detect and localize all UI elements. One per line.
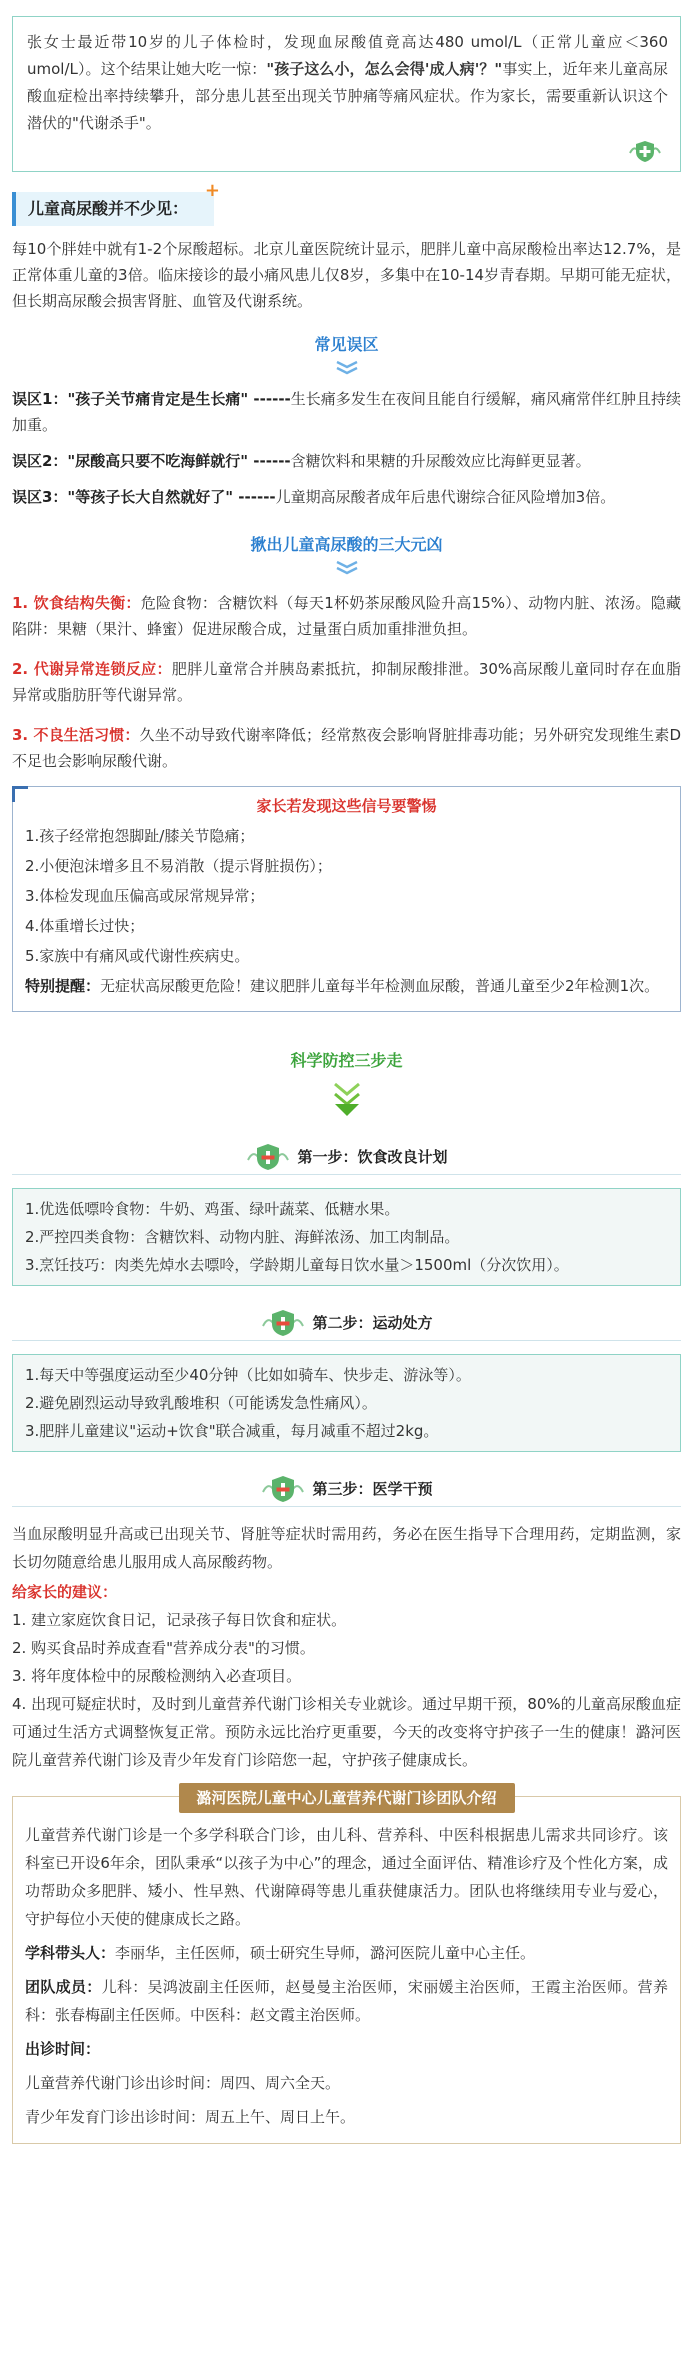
- team-box: [12, 1789, 681, 2144]
- leader-head: 学科带头人：: [25, 1944, 116, 1962]
- medical-shield-icon: [245, 1142, 291, 1172]
- section-title-prevalence: [12, 180, 221, 226]
- cause-head: 3. 不良生活习惯：: [12, 726, 140, 744]
- step1-box: [12, 1188, 681, 1286]
- cause-item-3: [12, 722, 681, 774]
- arrow-down-icon: [332, 1082, 362, 1120]
- cause-body: 肥胖儿童常合并胰岛素抵抗，抑制尿酸排泄。30%高尿酸儿童同时存在血脂异常或脂肪肝等代谢异常。: [12, 660, 682, 704]
- team-hours: [25, 2035, 668, 2063]
- step1-item: 2.严控四类食物：含糖饮料、动物内脏、海鲜浓汤、加工肉制品。: [25, 1228, 460, 1246]
- prevalence-paragraph: 每10个胖娃中就有1-2个尿酸超标。北京儿童医院统计显示，肥胖儿童中高尿酸检出率达12.7%，是正常体重儿童的3倍。临床接诊的最小痛风患儿仅8岁，多集中在10-14岁青春期。早期可能无症状，但长期高尿酸会损害肾脏、血管及代谢系统。: [12, 240, 681, 310]
- divider: [12, 1506, 681, 1507]
- step2-item: 3.肥胖儿童建议"运动+饮食"联合减重，每月减重不超过2kg。: [25, 1422, 439, 1440]
- intro-tail: 事实上，近年来儿童高尿酸血症检出率持续攀升，部分患儿甚至出现关节肿痛等痛风症状。作为家长，需要重新认识这个潜伏的"代谢杀手"。: [27, 60, 668, 132]
- myth-body: 生长痛多发生在夜间且能自行缓解，痛风痛常伴红肿且持续加重。: [12, 390, 681, 434]
- team-intro: 儿童营养代谢门诊是一个多学科联合门诊，由儿科、营养科、中医科根据患儿需求共同诊疗。该科室已开设6年余，团队秉承“以孩子为中心”的理念，通过全面评估、精准诊疗及个性化方案，成功帮助众多肥胖、矮小、性早熟、代谢障碍等患儿重获健康活力。团队也将继续用专业与爱心，守护每位小天使的健康成长之路。: [25, 1826, 668, 1928]
- myth-head: 误区3："等孩子长大自然就好了" ------: [12, 488, 276, 506]
- intro-quote: "孩子这么小，怎么会得'成人病'？": [266, 60, 503, 78]
- step2-item: 1.每天中等强度运动至少40分钟（比如如骑车、快步走、游泳等）。: [25, 1366, 471, 1384]
- warning-title: 家长若发现这些信号要警惕: [256, 797, 437, 815]
- cause-item-1: [12, 590, 681, 642]
- advice-item: 2. 购买食品时养成查看"营养成分表"的习惯。: [12, 1639, 315, 1657]
- divider: [12, 1340, 681, 1341]
- myth-body: 含糖饮料和果糖的升尿酸效应比海鲜更显著。: [290, 452, 591, 470]
- hours-item: 儿童营养代谢门诊出诊时间：周四、周六全天。: [25, 2074, 341, 2092]
- advice-item: 4. 出现可疑症状时，及时到儿童营养代谢门诊相关专业就诊。通过早期干预，80%的儿童高尿酸血症可通过生活方式调整恢复正常。预防永远比治疗更重要，今天的改变将守护孩子一生的健康！潞河医院儿童营养代谢门诊及青少年发育门诊陪您一起，守护孩子健康成长。: [12, 1695, 681, 1769]
- divider: [12, 1174, 681, 1175]
- myth-head: 误区2："尿酸高只要不吃海鲜就行" ------: [12, 452, 291, 470]
- team-leader: [25, 1939, 668, 1967]
- warning-box: [12, 786, 681, 1012]
- medical-shield-icon: [628, 139, 662, 163]
- step3-heading: [12, 1474, 681, 1508]
- prevention-title: 科学防控三步走: [290, 1051, 403, 1070]
- plus-icon: +: [204, 180, 221, 201]
- article: [0, 16, 693, 2164]
- leader-body: 李丽华，主任医师，硕士研究生导师，潞河医院儿童中心主任。: [115, 1944, 536, 1962]
- tip-body: 无症状高尿酸更危险！建议肥胖儿童每半年检测血尿酸，普通儿童至少2年检测1次。: [100, 977, 660, 995]
- step2-label: 第二步：运动处方: [312, 1314, 433, 1332]
- warning-tip: [25, 971, 668, 1001]
- step1-item: 1.优选低嘌呤食物：牛奶、鸡蛋、绿叶蔬菜、低糖水果。: [25, 1200, 400, 1218]
- step2-item: 2.避免剧烈运动导致乳酸堆积（可能诱发急性痛风）。: [25, 1394, 377, 1412]
- myth-head: 误区1："孩子关节痛肯定是生长痛" ------: [12, 390, 291, 408]
- warning-item: 1.孩子经常抱怨脚趾/膝关节隐痛；: [25, 827, 255, 845]
- cause-body: 危险食物：含糖饮料（每天1杯奶茶尿酸风险升高15%）、动物内脏、浓汤。隐藏陷阱：果糖（果汁、蜂蜜）促进尿酸合成，过量蛋白质加重排泄负担。: [12, 594, 682, 638]
- myths-title: 常见误区: [314, 335, 379, 354]
- step1-heading: [12, 1142, 681, 1176]
- intro-lead: 张女士最近带10岁的儿子体检时，发现血尿酸值竟高达480 umol/L（正常儿童应＜360 umol/L）。这个结果让她大吃一惊：: [27, 33, 668, 78]
- myth-body: 儿童期高尿酸者成年后患代谢综合征风险增加3倍。: [275, 488, 616, 506]
- cause-body: 久坐不动导致代谢率降低；经常熬夜会影响肾脏排毒功能；另外研究发现维生素D不足也会影响尿酸代谢。: [12, 726, 682, 770]
- advice-item: 3. 将年度体检中的尿酸检测纳入必查项目。: [12, 1667, 302, 1685]
- warning-item: 3.体检发现血压偏高或尿常规异常；: [25, 887, 265, 905]
- section-title-text: 儿童高尿酸并不少见：: [28, 199, 189, 218]
- hours-head: 出诊时间：: [25, 2040, 101, 2058]
- step2-box: [12, 1354, 681, 1452]
- myth-item-3: [12, 484, 681, 510]
- team-members: [25, 1973, 668, 2029]
- myths-heading: [12, 332, 681, 376]
- corner-decoration: [12, 786, 28, 802]
- warning-item: 4.体重增长过快；: [25, 917, 145, 935]
- hours-item: 青少年发育门诊出诊时间：周五上午、周日上午。: [25, 2108, 356, 2126]
- step3-text: 当血尿酸明显升高或已出现关节、肾脏等症状时需用药，务必在医生指导下合理用药，定期监测，家长切勿随意给患儿服用成人高尿酸药物。: [12, 1525, 681, 1571]
- double-chevron-down-icon: [334, 360, 360, 376]
- step1-item: 3.烹饪技巧：肉类先焯水去嘌呤，学龄期儿童每日饮水量＞1500ml（分次饮用）。: [25, 1256, 569, 1274]
- causes-heading: [12, 532, 681, 576]
- myth-item-2: [12, 448, 681, 474]
- cause-head: 2. 代谢异常连锁反应：: [12, 660, 172, 678]
- team-banner: 潞河医院儿童中心儿童营养代谢门诊团队介绍: [178, 1783, 514, 1813]
- advice-item: 1. 建立家庭饮食日记，记录孩子每日饮食和症状。: [12, 1611, 347, 1629]
- medical-shield-icon: [260, 1474, 306, 1504]
- tip-head: 特别提醒：: [25, 977, 101, 995]
- causes-title: 揪出儿童高尿酸的三大元凶: [250, 535, 443, 554]
- step3-body: [12, 1520, 681, 1774]
- cause-head: 1. 饮食结构失衡：: [12, 594, 141, 612]
- step1-label: 第一步：饮食改良计划: [297, 1148, 448, 1166]
- warning-item: 5.家族中有痛风或代谢性疾病史。: [25, 947, 250, 965]
- myth-item-1: [12, 386, 681, 438]
- advice-title: 给家长的建议：: [12, 1583, 118, 1601]
- members-body: 儿科：吴鸿波副主任医师，赵曼曼主治医师，宋丽媛主治医师，王霞主治医师。营养科：张春梅副主任医师。中医科：赵文霞主治医师。: [25, 1978, 668, 2024]
- step2-heading: [12, 1308, 681, 1342]
- warning-item: 2.小便泡沫增多且不易消散（提示肾脏损伤）；: [25, 857, 332, 875]
- medical-shield-icon: [260, 1308, 306, 1338]
- cause-item-2: [12, 656, 681, 708]
- double-chevron-down-icon: [334, 560, 360, 576]
- intro-box: [12, 16, 681, 172]
- step3-label: 第三步：医学干预: [312, 1480, 433, 1498]
- members-head: 团队成员：: [25, 1978, 102, 1996]
